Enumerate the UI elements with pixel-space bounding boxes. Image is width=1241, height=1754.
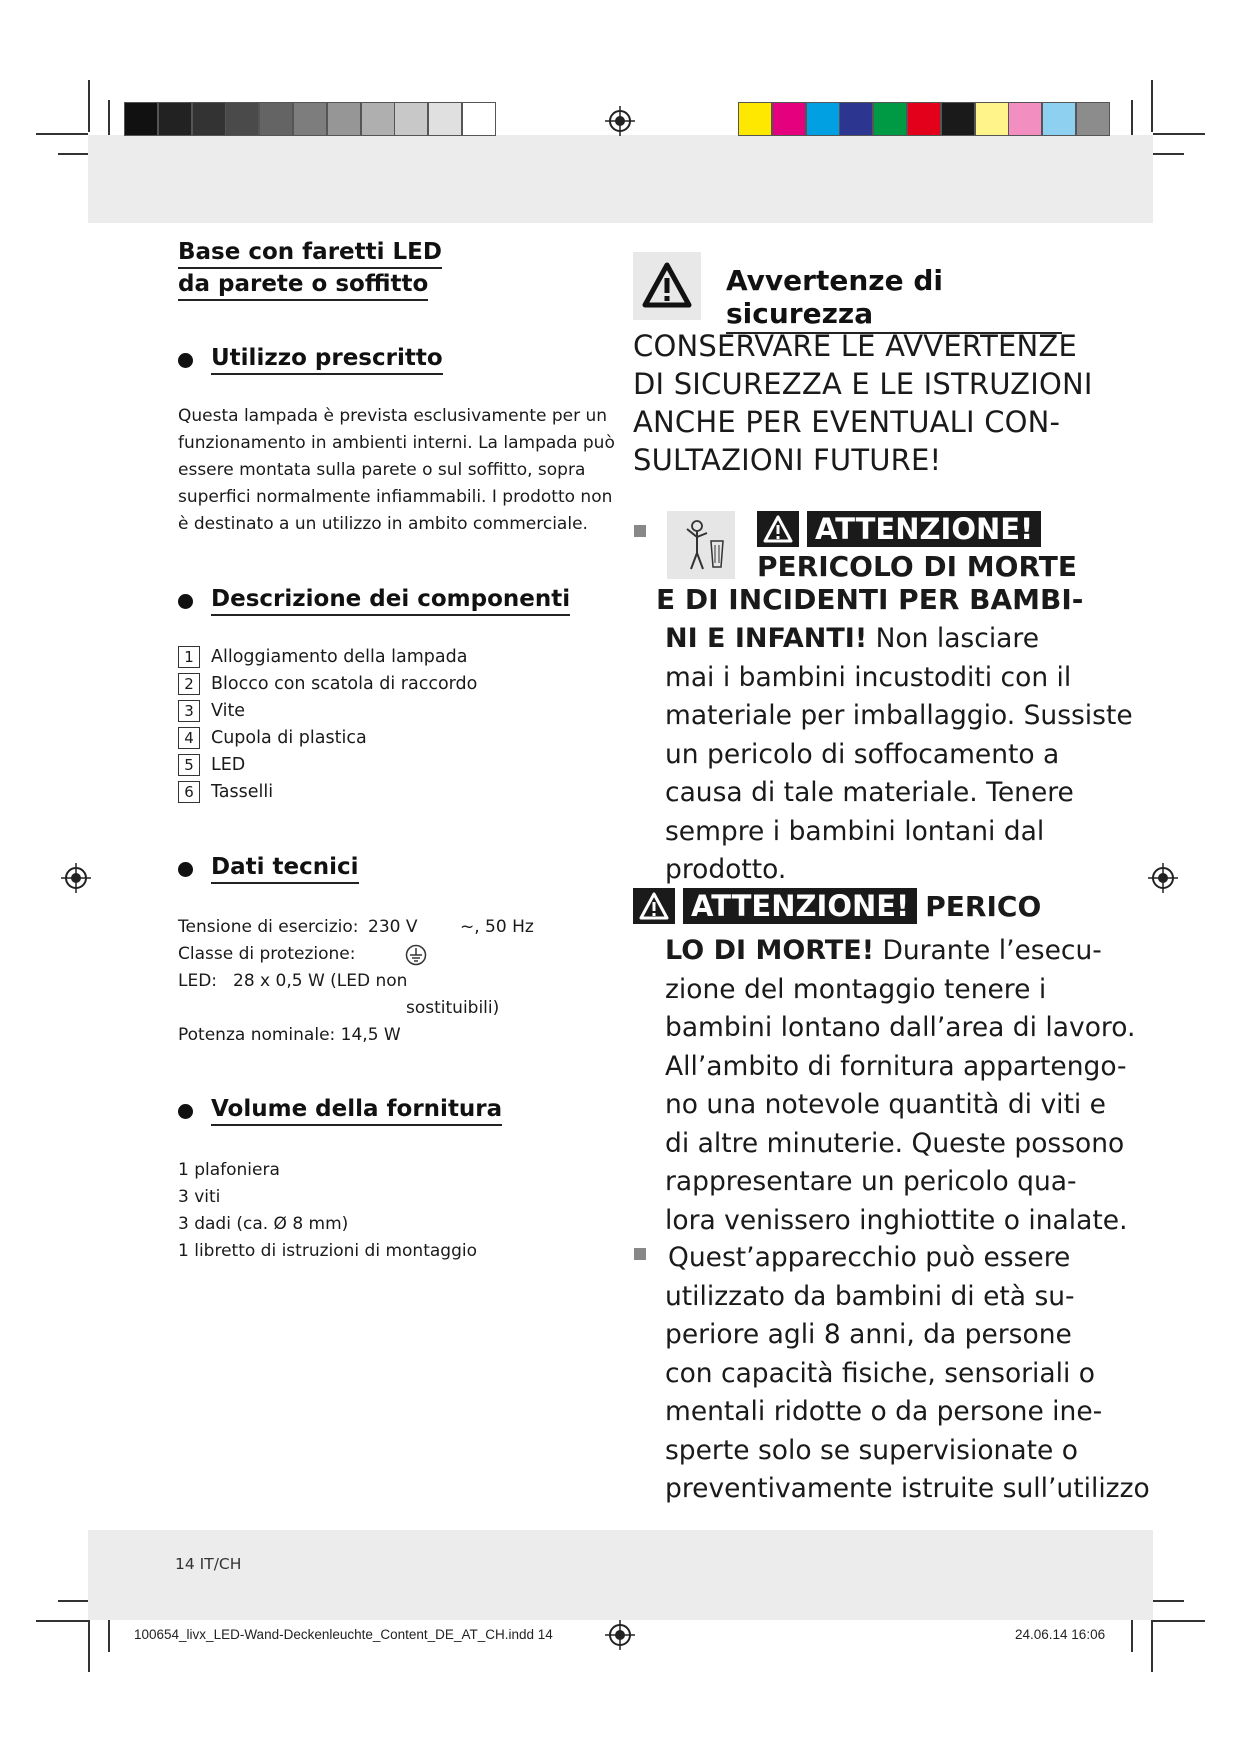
document-title-line1: Base con faretti LED <box>178 238 442 269</box>
page-number: 14 IT/CH <box>175 1555 242 1573</box>
warning2-text: LO DI MORTE! Durante l’esecu- zione del montaggio tenere i bambini lontano dall’area di lavoro. All’ambito di fornitura appartengo- no una notevole quantità di viti e di altre minuterie. Queste possono rappresentare un pericolo qua- lora venissero inghiottite o inalate. <box>665 935 1136 1236</box>
list-item: 1 Alloggiamento della lampada <box>178 646 467 668</box>
document-title-line2: da parete o soffitto <box>178 270 428 301</box>
protective-earth-icon <box>405 944 427 966</box>
color-swatch <box>327 102 361 136</box>
warning2-title: PERICO <box>925 889 1042 923</box>
attention-badge <box>757 511 1041 547</box>
attention-label: ATTENZIONE! <box>807 511 1041 547</box>
color-swatch <box>772 102 806 136</box>
color-swatch <box>738 102 772 136</box>
footer-band <box>88 1530 1153 1620</box>
color-swatch <box>192 102 226 136</box>
usage-heading: Utilizzo prescritto <box>178 345 443 375</box>
bullet2-text: Quest’apparecchio può essere utilizzato da bambini di età su- periore agli 8 anni, da persone con capacità fisiche, sensoriali o mentali ridotte o da persone ine- sperte solo se supervisionate o preventivamente istruite sull’utilizzo <box>665 1242 1150 1504</box>
supply-heading: Volume della fornitura <box>178 1096 502 1126</box>
warning1-title: PERICOLO DI MORTE <box>757 550 1077 583</box>
list-item: 3 dadi (ca. Ø 8 mm) <box>178 1214 349 1234</box>
warning1-title-cont: E DI INCIDENTI PER BAMBI- <box>656 583 1084 616</box>
registration-mark-icon <box>61 863 91 893</box>
bullet-dot-icon <box>178 594 193 609</box>
registration-mark-icon <box>1148 863 1178 893</box>
list-item: 4 Cupola di plastica <box>178 727 367 749</box>
color-swatch <box>394 102 428 136</box>
supply-list <box>178 1157 477 1265</box>
technical-heading: Dati tecnici <box>178 854 359 884</box>
list-item: 2 Blocco con scatola di raccordo <box>178 673 477 695</box>
registration-mark-icon <box>605 1620 635 1650</box>
header-band <box>88 135 1153 223</box>
square-bullet-icon <box>634 1248 646 1260</box>
list-item: 6 Tasselli <box>178 781 273 803</box>
color-swatch <box>941 102 975 136</box>
bullet-dot-icon <box>178 1104 193 1119</box>
color-swatch <box>293 102 327 136</box>
color-swatch <box>462 102 496 136</box>
color-swatch <box>806 102 840 136</box>
color-swatch <box>907 102 941 136</box>
print-date: 24.06.14 16:06 <box>1015 1627 1106 1642</box>
color-swatch <box>1008 102 1042 136</box>
color-swatch <box>259 102 293 136</box>
color-swatch <box>158 102 192 136</box>
color-swatch <box>124 102 158 136</box>
bullet-dot-icon <box>178 353 193 368</box>
attention-badge-2 <box>633 888 1041 924</box>
warning-triangle-icon <box>633 888 675 924</box>
safety-warning-icon-box <box>633 252 701 320</box>
list-item: 1 libretto di istruzioni di montaggio <box>178 1241 477 1261</box>
warning-triangle-icon <box>757 511 799 547</box>
list-item: 1 plafoniera <box>178 1160 280 1180</box>
color-swatch <box>839 102 873 136</box>
document-title <box>178 238 442 302</box>
color-swatch <box>361 102 395 136</box>
square-bullet-icon <box>634 525 646 537</box>
color-swatch <box>873 102 907 136</box>
components-heading: Descrizione dei componenti <box>178 586 570 616</box>
file-name: 100654_livx_LED-Wand-Deckenleuchte_Content_DE_AT_CH.indd 14 <box>134 1627 553 1642</box>
list-item: 5 LED <box>178 754 245 776</box>
bullet-dot-icon <box>178 862 193 877</box>
color-swatch <box>1042 102 1076 136</box>
warning-triangle-icon <box>633 252 701 320</box>
child-warning-icon <box>667 511 735 579</box>
warning1-text: NI E INFANTI! Non lasciare mai i bambini incustoditi con il materiale per imballaggio. Sussiste un pericolo di soffocamento a causa di tale materiale. Tenere sempre i bambini lontani dal prodotto. <box>665 623 1133 885</box>
color-swatch <box>428 102 462 136</box>
list-item: 3 viti <box>178 1187 221 1207</box>
color-swatch <box>225 102 259 136</box>
safety-heading: Avvertenze di sicurezza <box>726 264 1062 334</box>
keep-instructions-text: CONSERVARE LE AVVERTENZE DI SICUREZZA E LE ISTRUZIONI ANCHE PER EVENTUALI CON- SULTAZIONI FUTURE! <box>633 329 1093 477</box>
list-item: 3 Vite <box>178 700 245 722</box>
color-swatch <box>1076 102 1110 136</box>
registration-mark-icon <box>605 106 635 136</box>
usage-text: Questa lampada è prevista esclusivamente per un funzionamento in ambienti interni. La lampada può essere montata sulla parete o sul soffitto, sopra superfici normalmente infiammabili. I prodotto non è destinato a un utilizzo in ambito commerciale. <box>178 406 615 534</box>
color-swatch <box>975 102 1009 136</box>
attention-label: ATTENZIONE! <box>683 888 917 924</box>
